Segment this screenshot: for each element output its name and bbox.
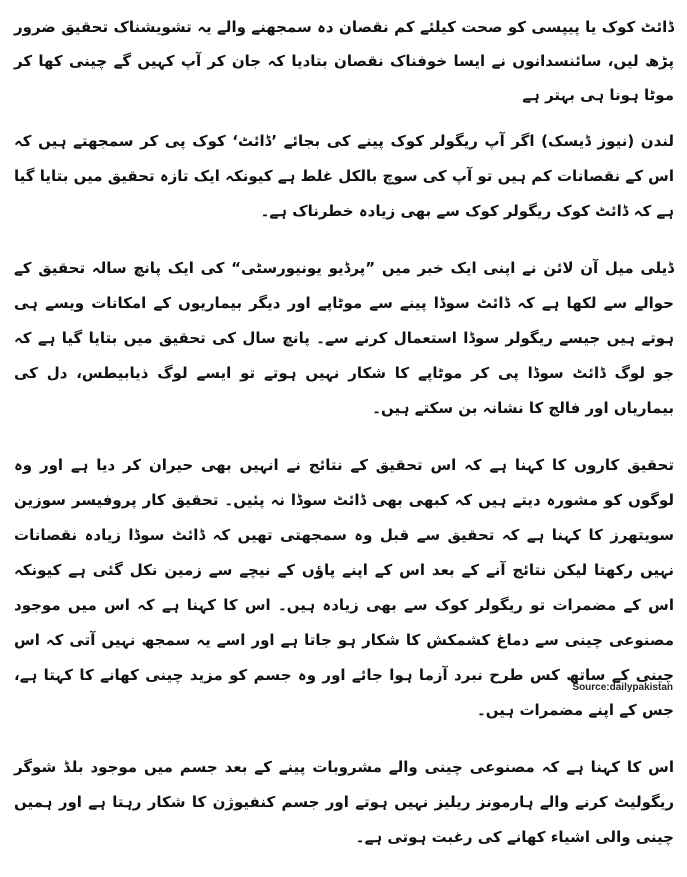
article-headline: ڈائٹ کوک یا پیپسی کو صحت کیلئے کم نقصان دہ سمجھنے والے یہ تشویشناک تحقیق ضرور پڑھ لیں، سائنسدانوں نے ایسا خوفناک نقصان بتادیا کہ جان کر آپ کہیں گے چینی کھا کر موٹا ہونا ہی بہتر ہے [14, 18, 674, 104]
article-paragraph-2: ڈیلی میل آن لائن نے اپنی ایک خبر میں ”پرڈیو یونیورسٹی“ کی ایک پانچ سالہ تحقیق کے حوالے سے لکھا ہے کہ ڈائٹ سوڈا پینے سے موٹاپے اور دیگر بیماریوں کے امکانات ویسے ہی ہوتے ہیں جیسے ریگولر سوڈا استعمال کرنے سے۔ پانچ سال کی تحقیق میں بتایا گیا ہے کہ جو لوگ ڈائٹ سوڈا پی کر موٹاپے کا شکار نہیں ہوتے تو ایسے لوگ ذیابیطس، دل کی بیماریاں اور فالج کا نشانہ بن سکتے ہیں۔ [14, 259, 674, 417]
source-credit: Source:dailypakistan [572, 682, 673, 693]
article-paragraph-1: لندن (نیوز ڈیسک) اگر آپ ریگولر کوک پینے کی بجائے ’ڈائٹ‘ کوک پی کر سمجھتے ہیں کہ اس کے نقصانات کم ہیں تو آپ کی سوچ بالکل غلط ہے کیونکہ ایک تازہ تحقیق میں بتایا گیا ہے کہ ڈائٹ کوک ریگولر کوک سے بھی زیادہ خطرناک ہے۔ [14, 132, 674, 220]
article-body [14, 10, 674, 877]
article-paragraph-4: اس کا کہنا ہے کہ مصنوعی چینی والے مشروبات پینے کے بعد جسم میں موجود بلڈ شوگر ریگولیٹ کرنے والے ہارمونز ریلیز نہیں ہوتے اور جسم کنفیوژن کا شکار رہتا ہے اور ہمیں چینی والی اشیاء کھانے کی رغبت ہوتی ہے۔ [14, 758, 674, 846]
article-paragraph-3: تحقیق کاروں کا کہنا ہے کہ اس تحقیق کے نتائج نے انہیں بھی حیران کر دیا ہے اور وہ لوگوں کو مشورہ دیتے ہیں کہ کبھی بھی ڈائٹ سوڈا نہ پئیں۔ تحقیق کار پروفیسر سوزین سویتھرز کا کہنا ہے کہ تحقیق سے قبل وہ سمجھتی تھیں کہ ڈائٹ سوڈا زیادہ نقصانات نہیں رکھتا لیکن نتائج آنے کے بعد اس کے اپنے پاﺅں کے نیچے سے زمین نکل گئی ہے کیونکہ اس کے مضمرات تو ریگولر کوک سے بھی زیادہ ہیں۔ اس کا کہنا ہے کہ اس میں موجود مصنوعی چینی سے دماغ کشمکش کا شکار ہو جاتا ہے اور اسے یہ سمجھ نہیں آتی کہ اس چینی کے ساتھ کس طرح نبرد آزما ہوا جائے اور وہ جسم کو مزید چینی کھانے کا کہتا ہے، جس کے اپنے مضمرات ہیں۔ [14, 456, 674, 719]
